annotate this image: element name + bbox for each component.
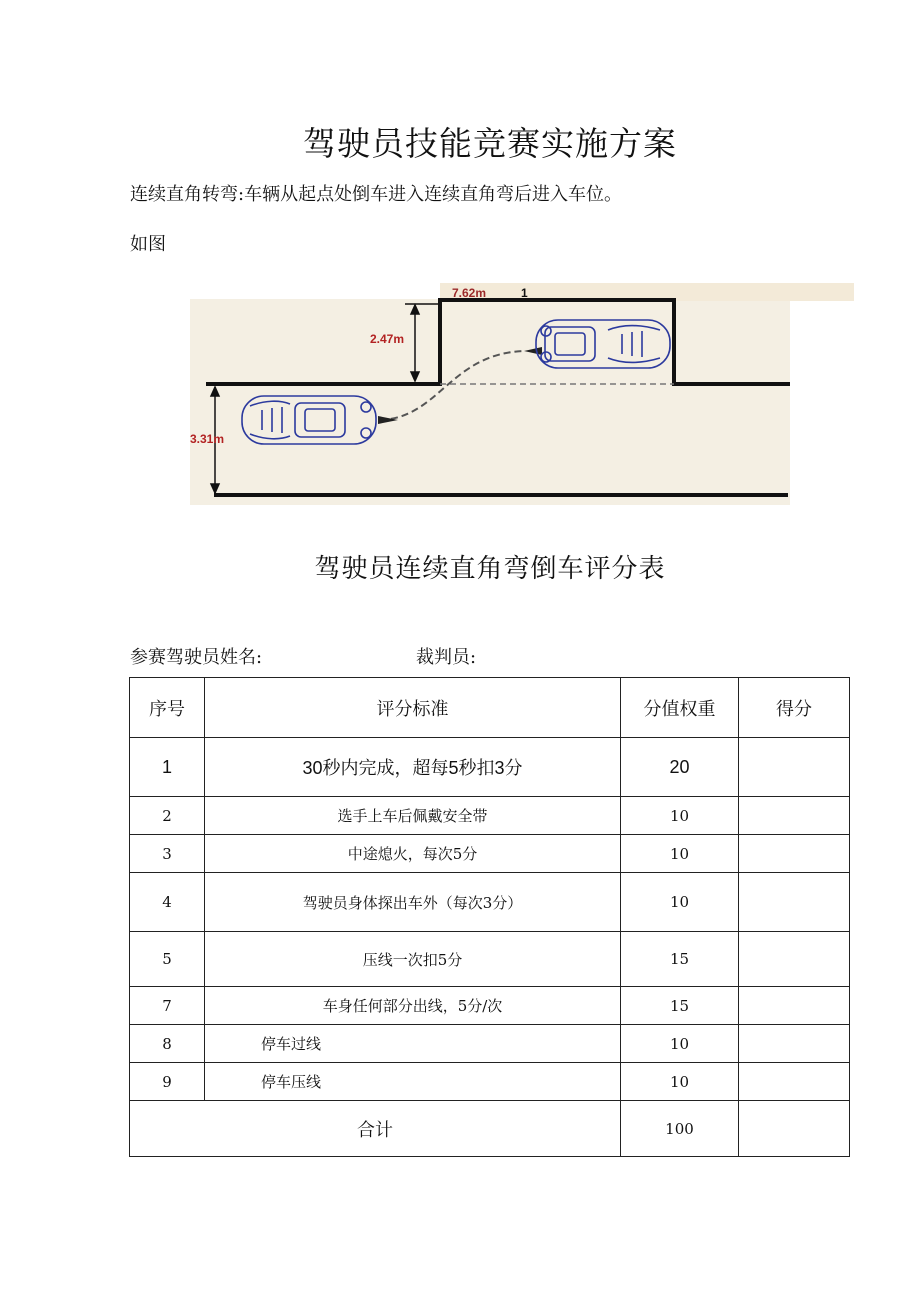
header-criterion: 评分标准: [205, 678, 621, 738]
row-weight: 15: [621, 932, 739, 987]
row-criterion: 中途熄火，每次5分: [205, 835, 621, 873]
row-criterion: 驾驶员身体探出车外（每次3分）: [205, 873, 621, 932]
table-row: [130, 932, 850, 987]
row-weight: 10: [621, 1063, 739, 1101]
row-criterion: 车身任何部分出线，5分/次: [205, 987, 621, 1025]
row-no: 7: [130, 987, 205, 1025]
row-criterion: 选手上车后佩戴安全带: [205, 797, 621, 835]
row-score[interactable]: [739, 987, 850, 1025]
row-no: 3: [130, 835, 205, 873]
total-row: [130, 1101, 850, 1157]
row-score[interactable]: [739, 738, 850, 797]
row-no: 4: [130, 873, 205, 932]
table-row: [130, 797, 850, 835]
header-weight: 分值权重: [621, 678, 739, 738]
see-figure-label: 如图: [130, 234, 166, 255]
intro-description: 连续直角转弯:车辆从起点处倒车进入连续直角弯后进入车位。: [130, 184, 623, 205]
row-score[interactable]: [739, 835, 850, 873]
total-label: 合计: [130, 1101, 621, 1157]
table-row: [130, 835, 850, 873]
dim-top-label: 7.62m: [452, 286, 487, 300]
row-score[interactable]: [739, 1063, 850, 1101]
table-row: [130, 873, 850, 932]
total-weight: 100: [621, 1101, 739, 1157]
judge-label: 裁判员:: [416, 647, 477, 668]
document-title: 驾驶员技能竞赛实施方案: [303, 124, 677, 163]
dim-upper-label: 2.47m: [370, 332, 405, 346]
row-no: 2: [130, 797, 205, 835]
row-weight: 10: [621, 797, 739, 835]
dim-lower-label: 3.31m: [190, 432, 225, 446]
table-row: [130, 1025, 850, 1063]
diagram-marker: 1: [521, 286, 528, 300]
course-diagram: [190, 283, 854, 505]
participant-name-label: 参赛驾驶员姓名:: [130, 647, 263, 668]
row-no: 9: [130, 1063, 205, 1101]
row-weight: 10: [621, 835, 739, 873]
score-table-title: 驾驶员连续直角弯倒车评分表: [314, 554, 666, 584]
row-criterion: 停车压线: [205, 1063, 621, 1101]
row-weight: 10: [621, 873, 739, 932]
row-score[interactable]: [739, 1025, 850, 1063]
header-score: 得分: [739, 678, 850, 738]
score-table: [129, 677, 850, 1157]
total-score[interactable]: [739, 1101, 850, 1157]
row-weight: 15: [621, 987, 739, 1025]
row-no: 5: [130, 932, 205, 987]
row-weight: 20: [621, 738, 739, 797]
row-score[interactable]: [739, 873, 850, 932]
row-criterion: 压线一次扣5分: [205, 932, 621, 987]
table-row: [130, 738, 850, 797]
row-score[interactable]: [739, 797, 850, 835]
row-no: 1: [130, 738, 205, 797]
table-row: [130, 1063, 850, 1101]
table-header-row: [130, 678, 850, 738]
row-criterion: 30秒内完成，超每5秒扣3分: [205, 738, 621, 797]
row-criterion: 停车过线: [205, 1025, 621, 1063]
header-no: 序号: [130, 678, 205, 738]
row-no: 8: [130, 1025, 205, 1063]
row-score[interactable]: [739, 932, 850, 987]
table-row: [130, 987, 850, 1025]
row-weight: 10: [621, 1025, 739, 1063]
